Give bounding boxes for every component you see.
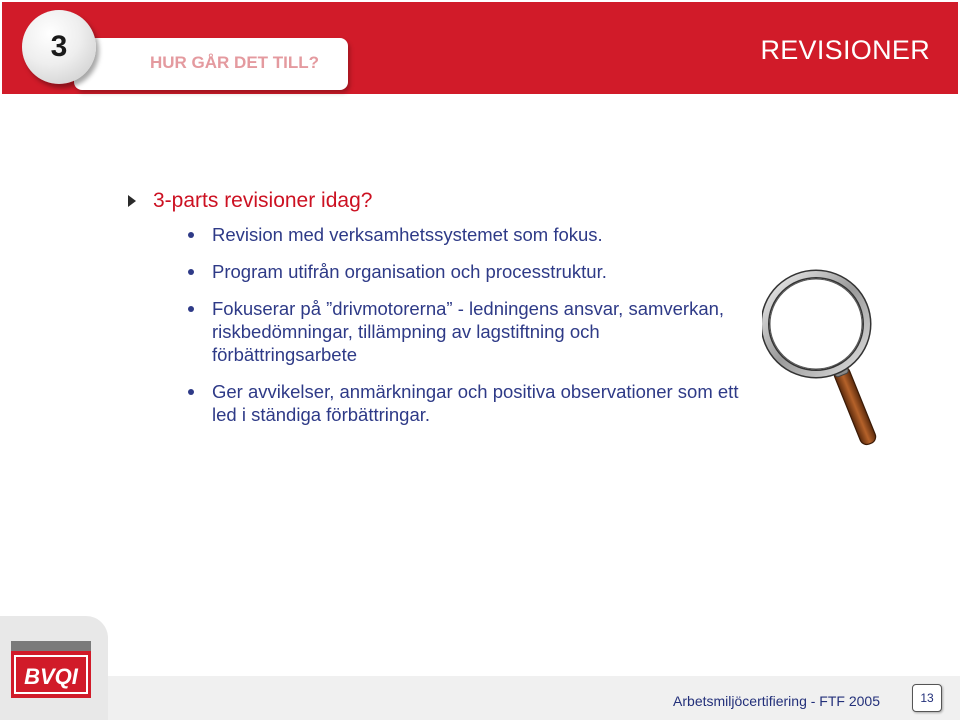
section-number-badge	[22, 10, 96, 84]
page-number: 13	[912, 684, 942, 712]
list-item	[188, 380, 746, 426]
section-tab	[74, 38, 348, 90]
arrow-bullet-icon	[128, 195, 136, 207]
bullet-icon	[188, 232, 194, 238]
sub-bullet-list	[126, 223, 746, 426]
main-point-text: 3-parts revisioner idag?	[153, 189, 373, 212]
bvqi-logo	[11, 641, 91, 698]
footer-text: Arbetsmiljöcertifiering - FTF 2005	[673, 693, 880, 709]
slide-content	[126, 189, 746, 440]
magnifying-glass-icon	[762, 268, 894, 450]
list-item-text: Program utifrån organisation och processtruktur.	[212, 261, 607, 282]
section-label: HUR GÅR DET TILL?	[150, 53, 320, 72]
bullet-icon	[188, 269, 194, 275]
list-item-text: Ger avvikelser, anmärkningar och positiva observationer som ett led i ständiga förbättringar.	[212, 381, 739, 425]
list-item-text: Revision med verksamhetssystemet som fokus.	[212, 224, 603, 245]
list-item	[188, 297, 746, 366]
main-point	[126, 189, 746, 213]
list-item	[188, 223, 746, 246]
list-item-text: Fokuserar på ”drivmotorerna” - ledningens ansvar, samverkan, riskbedömningar, tillämpning av lagstiftning och förbättringsarbete	[212, 298, 725, 365]
list-item	[188, 260, 746, 283]
bullet-icon	[188, 306, 194, 312]
bullet-icon	[188, 389, 194, 395]
section-number: 3	[50, 30, 68, 63]
logo-text: BVQI	[24, 664, 78, 689]
slide-title: REVISIONER	[760, 35, 930, 65]
